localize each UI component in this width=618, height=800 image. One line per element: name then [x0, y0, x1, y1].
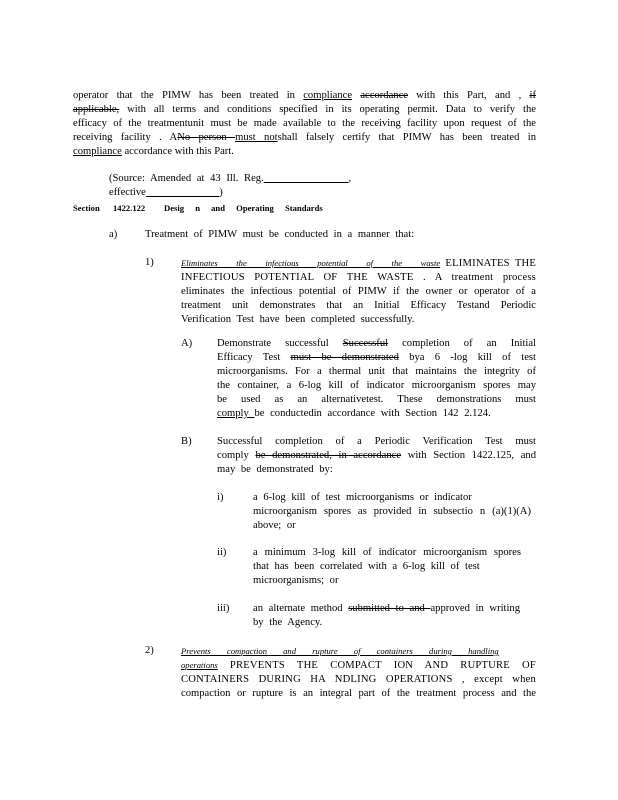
- item-i-marker: i): [217, 492, 224, 503]
- item-B-marker: B): [181, 436, 192, 447]
- item-A-body: [217, 337, 536, 421]
- item-2-line-1: Prevents compaction and rupture of containers during handling: [181, 646, 499, 656]
- effective-blank: [146, 187, 219, 198]
- item-1-line-4: treatment unit demonstrates that an Initial Efficacy Testand Periodic: [181, 300, 536, 311]
- item-a-text: Treatment of PIMW must be conducted in a manner that:: [145, 229, 415, 240]
- item-1-line-1: Eliminates the infectious potential of the waste ELIMINATES THE: [181, 258, 537, 269]
- item-i-line-3: above; or: [253, 520, 296, 531]
- item-A-line-6: comply be conductedin accordance with Section 142 2.124.: [217, 408, 491, 419]
- section-number: 1422.122: [113, 203, 146, 213]
- item-ii-line-1: a minimum 3-log kill of indicator microorganism spores: [253, 547, 521, 558]
- item-B-body: [217, 435, 536, 477]
- item-i-body: [253, 491, 531, 533]
- reg-blank: [264, 173, 349, 184]
- item-A-marker: A): [181, 338, 193, 349]
- item-2-body: [181, 644, 536, 701]
- item-B-line-1: Successful completion of a Periodic Verification Test must: [217, 436, 536, 447]
- item-A-line-1: Demonstrate successful Successful completion of an Initial: [217, 338, 536, 349]
- item-A-line-4: the container, a 6-log kill of indicator microorganism spores may: [217, 380, 536, 391]
- item-ii-body: [253, 546, 521, 588]
- item-ii-line-3: microorganisms; or: [253, 575, 339, 586]
- item-2-marker: 2): [145, 645, 154, 656]
- item-1-line-2: INFECTIOUS POTENTIAL OF THE WASTE . A treatment process: [181, 272, 536, 283]
- item-iii-marker: iii): [217, 603, 230, 614]
- intro-paragraph: [73, 89, 536, 159]
- item-A-line-2: Efficacy Test must be demonstrated bya 6 -log kill of test: [217, 352, 536, 363]
- item-2-line-2: operations PREVENTS THE COMPACT ION AND RUPTURE OF: [181, 660, 536, 671]
- intro-line-2: applicable, with all terms and conditions specified in its operating permit. Data to verify the: [73, 104, 536, 115]
- item-2-line-4: compaction or rupture is an integral part of the treatment process and the: [181, 688, 536, 699]
- section-title: Desig n and Operating Standards: [164, 203, 323, 213]
- item-iii-line-1: an alternate method submitted to and approved in writing: [253, 603, 521, 614]
- item-ii-marker: ii): [217, 547, 227, 558]
- source-note: (Source: Amended at 43 Ill. Reg. , effective ): [109, 173, 352, 198]
- item-B-line-2: comply be demonstrated, in accordance with Section 1422.125, and: [217, 450, 536, 461]
- item-ii-line-2: that has been correlated with a 6-log kill of test: [253, 561, 480, 572]
- section-label: Section: [73, 203, 100, 213]
- intro-line-5: compliance accordance with this Part.: [73, 146, 234, 157]
- item-iii-body: [253, 602, 531, 630]
- item-1-marker: 1): [145, 257, 154, 268]
- item-1-line-3: eliminates the infectious potential of PIMW if the owner or operator of a: [181, 286, 536, 297]
- item-1-body: [181, 256, 536, 327]
- intro-line-1: operator that the PIMW has been treated in compliance accordance with this Part, and , if: [73, 90, 536, 101]
- item-i-line-2: microorganism spores as provided in subsectio n (a)(1)(A): [253, 506, 531, 517]
- item-a-marker: a): [109, 229, 118, 240]
- item-A-line-5: be used as an alternativetest. These demonstrations must: [217, 394, 536, 405]
- intro-line-3: efficacy of the treatmentunit must be made available to the receiving facility upon request of the: [73, 118, 536, 129]
- item-2-line-3: CONTAINERS DURING HA NDLING OPERATIONS , except when: [181, 674, 536, 685]
- item-1-line-5: Verification Test have been completed successfully.: [181, 314, 415, 325]
- intro-line-4: receiving facility . ANo person must notshall falsely certify that PIMW has been treated in: [73, 132, 536, 143]
- item-i-line-1: a 6-log kill of test microorganisms or indicator: [253, 492, 472, 503]
- item-A-line-3: microorganisms. For a thermal unit that maintains the integrity of: [217, 366, 536, 377]
- item-iii-line-2: by the Agency.: [253, 617, 323, 628]
- item-B-line-3: may be demonstrated by:: [217, 464, 333, 475]
